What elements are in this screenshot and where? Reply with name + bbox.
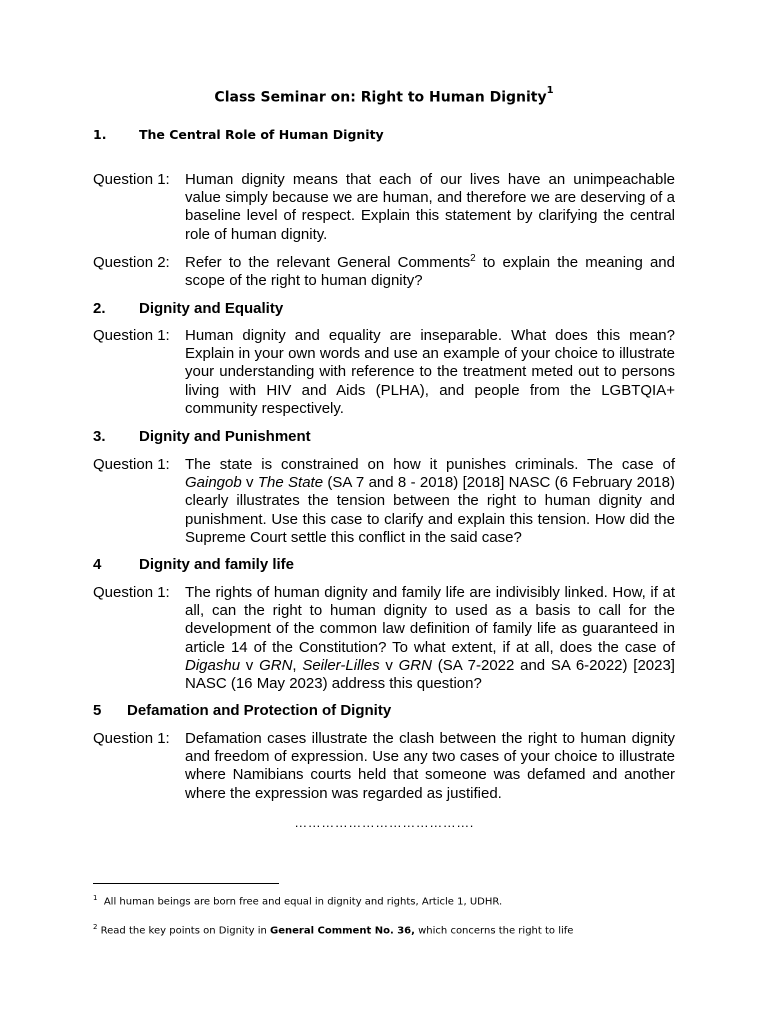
footnote-2 [93,921,573,937]
section-title: The Central Role of Human Dignity [139,127,384,142]
question-block [93,171,675,244]
question-text [185,456,675,547]
question-text-part: The state is constrained on how it punishes criminals. The case of [185,456,675,473]
section-title: Dignity and Equality [139,300,284,317]
case-name: GRN [398,656,432,674]
case-name: Seiler-Lilles [302,656,380,674]
footnote-text: All human beings are born free and equal in dignity and rights, Article 1, UDHR. [97,896,503,908]
section-number: 4 [93,556,102,573]
footnote-text: which concerns the right to life [414,925,574,937]
question-text-part: (SA 7-2022 and SA 6-2022) [2023] NASC (16 May 2023) address this question? [185,656,675,693]
section-number: 5 [93,702,102,719]
question-label: Question 1: [93,327,170,344]
question-text-part: (SA 7 and 8 - 2018) [2018] NASC (6 February 2018) clearly illustrates the tension between the right to human dignity and punishment. Use this case to clarify and explain this tension. How did the Supreme Court settle this conflict in the said case? [185,474,675,546]
question-text-part: to explain the meaning and scope of the right to human dignity? [185,254,675,290]
question-label: Question 1: [93,456,170,473]
footnote-1 [93,892,502,908]
section-title: Defamation and Protection of Dignity [127,702,392,719]
question-text-part: The rights of human dignity and family life are indivisibly linked. How, if at all, can the right to human dignity to used as a basis to call for the development of the common law definition of family life as guaranteed in article 14 of the Constitution? To what extent, if at all, does the case of [185,584,675,656]
question-block [93,584,675,693]
section-number: 2. [93,300,106,317]
section-title: Dignity and Punishment [139,428,311,445]
section-number: 3. [93,428,106,445]
question-text-part: Refer to the relevant General Comments [185,254,471,271]
question-label: Question 1: [93,171,170,188]
question-label: Question 2: [93,254,170,271]
question-text-part: v [379,656,399,674]
footnote-text: Read the key points on Dignity in [97,925,271,937]
section-number: 1. [93,127,107,142]
question-text [185,584,675,693]
question-block [93,327,675,418]
section-title: Dignity and family life [139,556,295,573]
title-text: Class Seminar on: Right to Human Dignity [214,89,547,106]
question-label: Question 1: [93,730,170,747]
footnote-mark: 2 [93,923,98,931]
case-name: The State [257,474,324,492]
question-text [185,254,675,290]
case-name: Digashu [185,656,241,674]
footnote-mark: 1 [93,894,98,902]
question-text-part: v [241,474,258,492]
section-heading-3 [93,428,311,445]
question-label: Question 1: [93,584,170,601]
section-heading-5 [93,702,391,719]
question-block [93,456,675,547]
footnote-rule [93,883,279,884]
question-text: Human dignity means that each of our lives have an unimpeachable value simply because we are human, and therefore we are deserving of a baseline level of respect. Explain this statement by clarifying the central role of human dignity. [185,171,675,243]
question-text: Defamation cases illustrate the clash between the right to human dignity and freedom of expression. Use any two cases of your choice to illustrate where Namibians courts held that someone was defamed and another where the expression was regarded as justified. [185,730,675,802]
section-heading-4 [93,556,294,573]
question-text-part: v [240,656,260,674]
question-text: Human dignity and equality are inseparable. What does this mean? Explain in your own words and use an example of your choice to illustrate your understanding with reference to the treatment meted out to persons living with HIV and Aids (PLHA), and people from the LGBTQIA+ community respectively. [185,327,675,417]
case-name: GRN [259,656,293,674]
title-footnote-mark: 1 [546,85,554,96]
case-name: Gaingob [185,474,242,492]
question-text-part: , [292,656,303,674]
end-separator: …………………………………. [294,815,474,830]
section-heading-2 [93,300,283,317]
question-block [93,730,675,803]
footnote-mark: 2 [470,253,476,264]
footnote-bold-text: General Comment No. 36, [270,925,415,937]
section-heading-1 [93,127,384,142]
page-title [0,85,768,106]
question-block [93,254,675,290]
